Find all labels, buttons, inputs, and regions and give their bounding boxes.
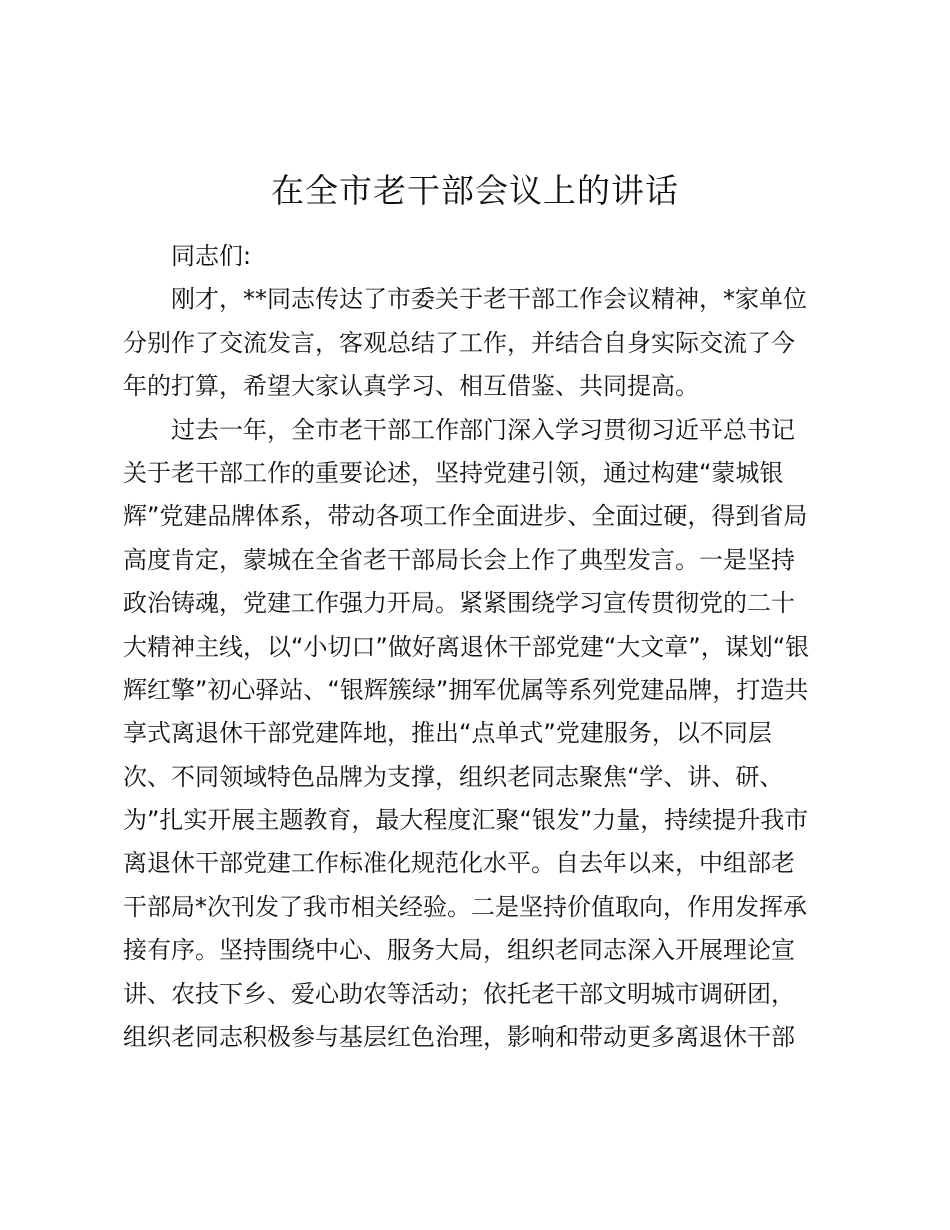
paragraph-line: 过去一年，全市老干部工作部门深入学习贯彻习近平总书记 (171, 415, 795, 444)
paragraph-line: 大精神主线，以“小切口”做好离退休干部党建“大文章”，谋划“银 (123, 632, 810, 661)
paragraph-line: 享式离退休干部党建阵地，推出“点单式”党建服务，以不同层 (123, 719, 772, 748)
salutation: 同志们: (171, 242, 252, 270)
paragraph-line: 次、不同领域特色品牌为支撑，组织老同志聚焦“学、讲、研、 (123, 762, 784, 791)
paragraph-line: 离退休干部党建工作标准化规范化水平。自去年以来，中组部老 (123, 849, 795, 878)
paragraph-line: 组织老同志积极参与基层红色治理，影响和带动更多离退休干部 (123, 1023, 795, 1052)
paragraph-line: 辉”党建品牌体系，带动各项工作全面进步、全面过硬，得到省局 (123, 502, 808, 531)
paragraph-1 (123, 278, 835, 408)
paragraph-line: 分别作了交流发言，客观总结了工作，并结合自身实际交流了今 (123, 328, 795, 357)
paragraph-line: 高度肯定，蒙城在全省老干部局长会上作了典型发言。一是坚持 (123, 545, 795, 574)
paragraph-line: 刚才，**同志传达了市委关于老干部工作会议精神，*家单位 (171, 285, 807, 314)
paragraph-line: 接有序。坚持围绕中心、服务大局，组织老同志深入开展理论宣 (123, 936, 795, 965)
paragraph-line: 为”扎实开展主题教育，最大程度汇聚“银发”力量，持续提升我市 (123, 806, 809, 835)
paragraph-line: 辉红擎”初心驿站、“银辉簇绿”拥军优属等系列党建品牌，打造共 (123, 675, 809, 704)
paragraph-line: 干部局*次刊发了我市相关经验。二是坚持价值取向，作用发挥承 (123, 892, 807, 921)
document-title: 在全市老干部会议上的讲话 (271, 171, 679, 210)
paragraph-2 (123, 409, 835, 1060)
paragraph-line: 年的打算，希望大家认真学习、相互借鉴、共同提高。 (123, 372, 699, 401)
document-body (123, 235, 835, 1059)
paragraph-line: 讲、农技下乡、爱心助农等活动；依托老干部文明城市调研团， (123, 979, 795, 1008)
paragraph-line: 政治铸魂，党建工作强力开局。紧紧围绕学习宣传贯彻党的二十 (123, 589, 795, 618)
paragraph-line: 关于老干部工作的重要论述，坚持党建引领，通过构建“蒙城银 (123, 458, 784, 487)
